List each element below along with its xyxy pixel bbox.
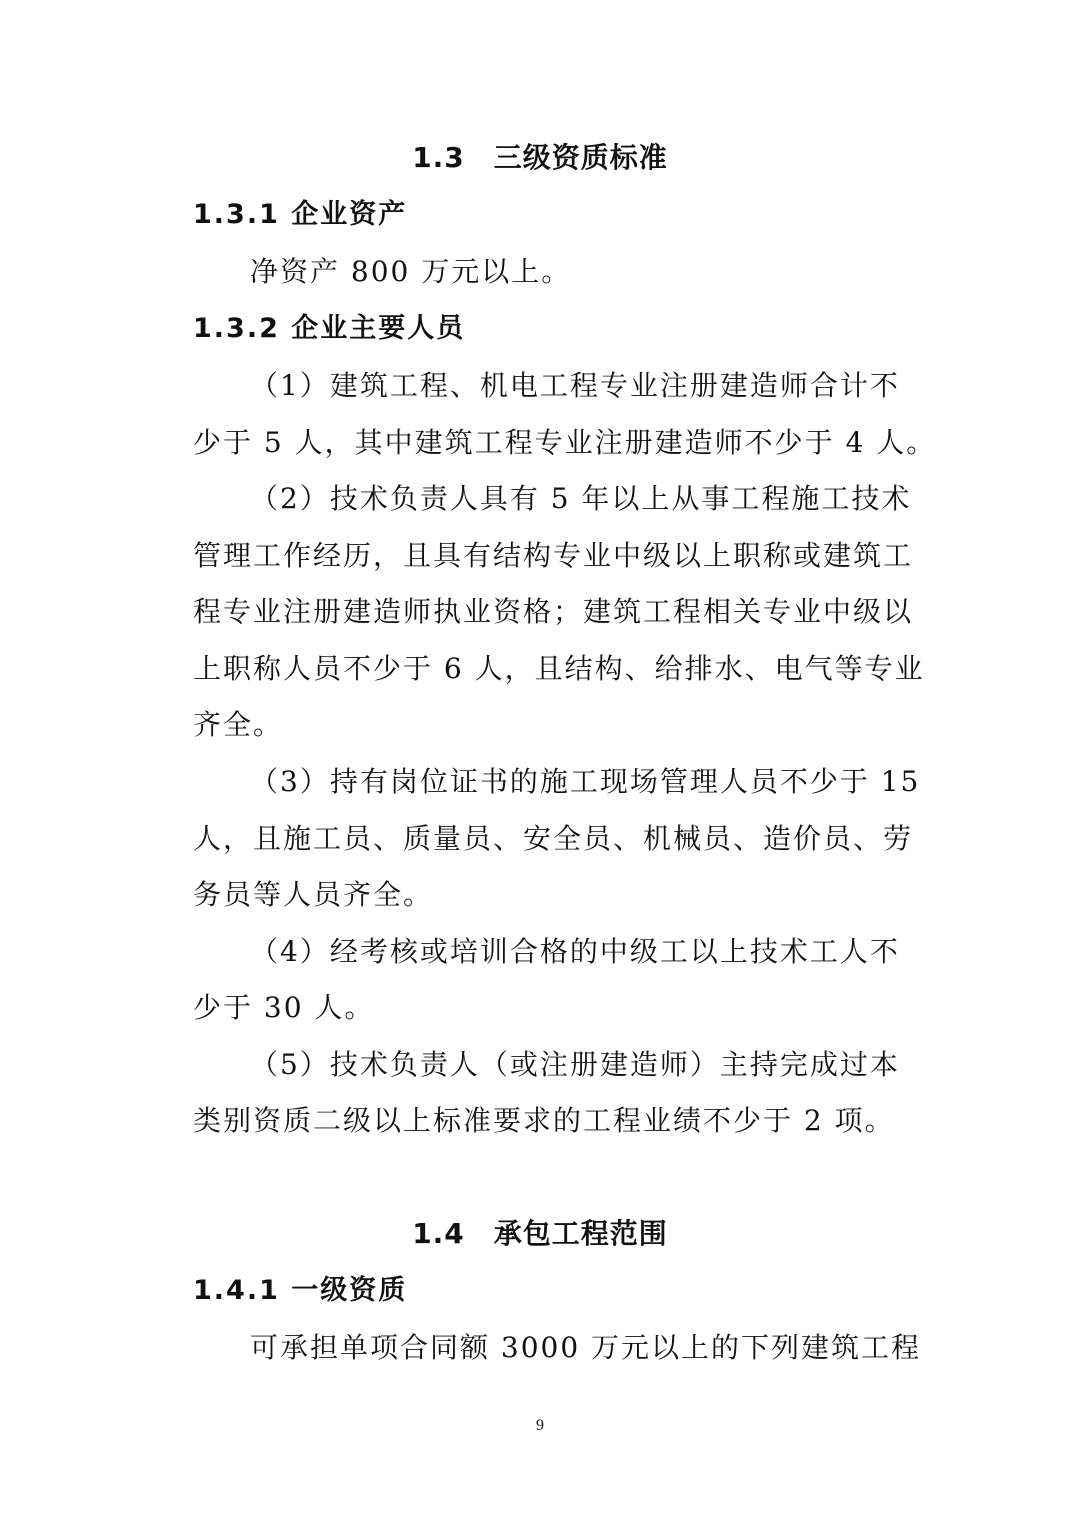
paragraph-line: 上职称人员不少于 6 人，且结构、给排水、电气等专业 xyxy=(193,652,925,685)
paragraph-net-assets: 净资产 800 万元以上。 xyxy=(250,255,572,288)
paragraph-line: 人，且施工员、质量员、安全员、机械员、造价员、劳 xyxy=(193,822,914,855)
paragraph-line: （1）建筑工程、机电工程专业注册建造师合计不 xyxy=(250,369,900,402)
paragraph-line: 齐全。 xyxy=(193,708,284,741)
paragraph-line: 类别资质二级以上标准要求的工程业绩不少于 2 项。 xyxy=(193,1104,895,1137)
paragraph-line: 可承担单项合同额 3000 万元以上的下列建筑工程 xyxy=(250,1331,922,1364)
page-number: 9 xyxy=(536,1417,544,1434)
paragraph-line: 务员等人员齐全。 xyxy=(193,878,434,911)
paragraph-line: （5）技术负责人（或注册建造师）主持完成过本 xyxy=(250,1048,900,1081)
paragraph-line: （3）持有岗位证书的施工现场管理人员不少于 15 xyxy=(250,765,921,798)
paragraph-line: （4）经考核或培训合格的中级工以上技术工人不 xyxy=(250,935,900,968)
subsection-heading-1-3-1: 1.3.1 企业资产 xyxy=(193,199,408,230)
paragraph-line: 程专业注册建造师执业资格；建筑工程相关专业中级以 xyxy=(193,595,914,628)
paragraph-line: 少于 30 人。 xyxy=(193,991,375,1024)
paragraph-line: （2）技术负责人具有 5 年以上从事工程施工技术 xyxy=(250,482,912,515)
section-title-1-3: 1.3 三级资质标准 xyxy=(412,141,668,174)
section-title-1-4: 1.4 承包工程范围 xyxy=(412,1217,668,1250)
subsection-heading-1-3-2: 1.3.2 企业主要人员 xyxy=(193,313,466,344)
paragraph-line: 少于 5 人，其中建筑工程专业注册建造师不少于 4 人。 xyxy=(193,426,937,459)
paragraph-line: 管理工作经历，且具有结构专业中级以上职称或建筑工 xyxy=(193,539,914,572)
subsection-heading-1-4-1: 1.4.1 一级资质 xyxy=(193,1275,408,1306)
